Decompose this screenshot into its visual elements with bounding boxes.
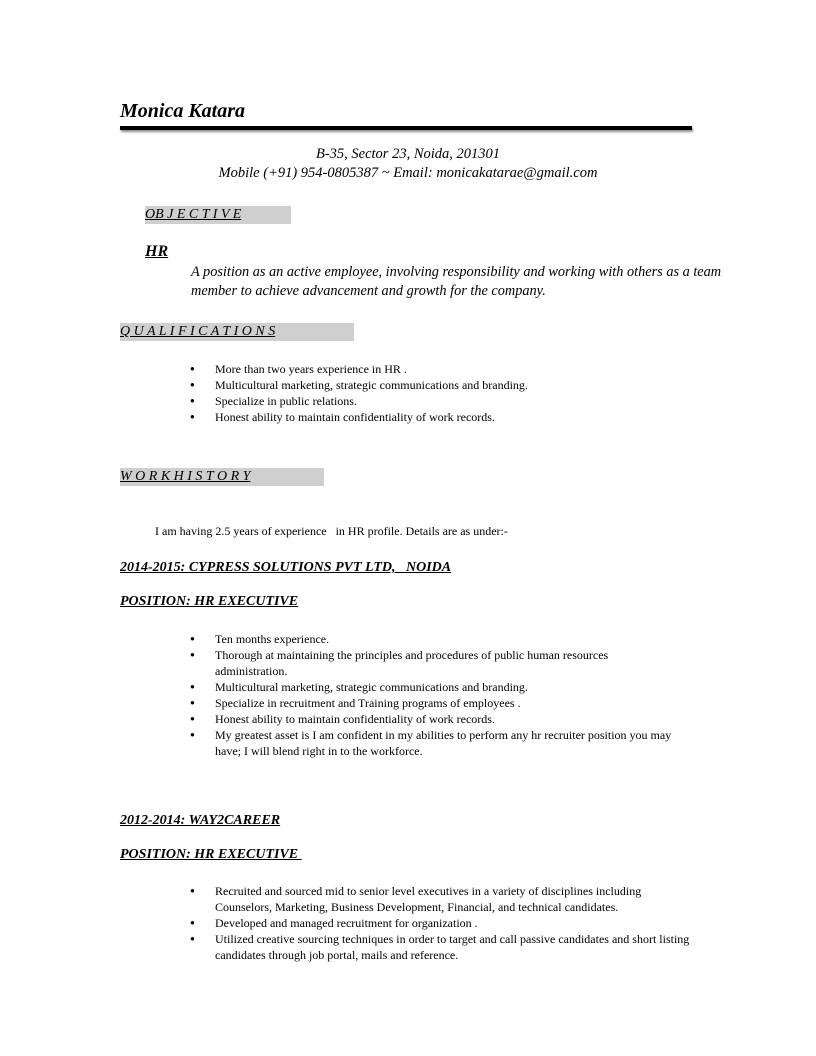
list-item: ● Developed and managed recruitment for organization . <box>120 915 700 931</box>
list-item: ● More than two years experience in HR . <box>120 361 680 377</box>
list-item: ● My greatest asset is I am confident in my abilities to perform any hr recruiter position you may have; I will blend right in to the workforce. <box>120 727 680 759</box>
qualifications-list <box>120 361 680 425</box>
job-company: 2014-2015: CYPRESS SOLUTIONS PVT LTD, NOIDA <box>120 560 452 575</box>
experience-intro: I am having 2.5 years of experience in HR profile. Details are as under:- <box>155 524 508 538</box>
objective-heading-text: OB J E C T I V E <box>145 207 242 222</box>
list-item: ● Specialize in public relations. <box>120 393 680 409</box>
job-position: POSITION: HR EXECUTIVE <box>120 594 299 609</box>
list-item: ● Thorough at maintaining the principles and procedures of public human resources administration. <box>120 647 680 679</box>
list-item: ● Honest ability to maintain confidentiality of work records. <box>120 711 680 727</box>
list-item: ● Specialize in recruitment and Training programs of employees . <box>120 695 680 711</box>
contact-line: Mobile (+91) 954-0805387 ~ Email: monicakatarae@gmail.com <box>218 165 598 181</box>
job-company: 2012-2014: WAY2CAREER <box>120 813 281 828</box>
job-position: POSITION: HR EXECUTIVE <box>120 847 302 862</box>
qualifications-heading-text: Q U A L I F I C A T I O N S <box>120 324 276 339</box>
candidate-name: Monica Katara <box>120 100 246 122</box>
objective-text: A position as an active employee, involving responsibility and working with others as a team member to achieve advancement and growth for the company. <box>191 264 722 299</box>
work-history-heading <box>120 468 250 486</box>
list-item: ● Ten months experience. <box>120 631 680 647</box>
list-item: ● Multicultural marketing, strategic communications and branding. <box>120 377 680 393</box>
address-line: B-35, Sector 23, Noida, 201301 <box>315 146 501 162</box>
job-duties-list <box>120 883 700 963</box>
job-duties-list <box>120 631 680 759</box>
list-item: ● Utilized creative sourcing techniques in order to target and call passive candidates and short listing candidates through job portal, mails and reference. <box>120 931 700 963</box>
list-item: ● Honest ability to maintain confidentiality of work records. <box>120 409 680 425</box>
list-item: ● Multicultural marketing, strategic communications and branding. <box>120 679 680 695</box>
list-item: ● Recruited and sourced mid to senior level executives in a variety of disciplines including Counselors, Marketing, Business Development, Financial, and technical candidates. <box>120 883 700 915</box>
work-history-heading-text: W O R K H I S T O R Y <box>120 469 251 484</box>
objective-heading <box>145 206 241 224</box>
objective-role: HR <box>145 243 169 260</box>
qualifications-heading <box>120 323 275 341</box>
header-divider <box>120 126 692 130</box>
